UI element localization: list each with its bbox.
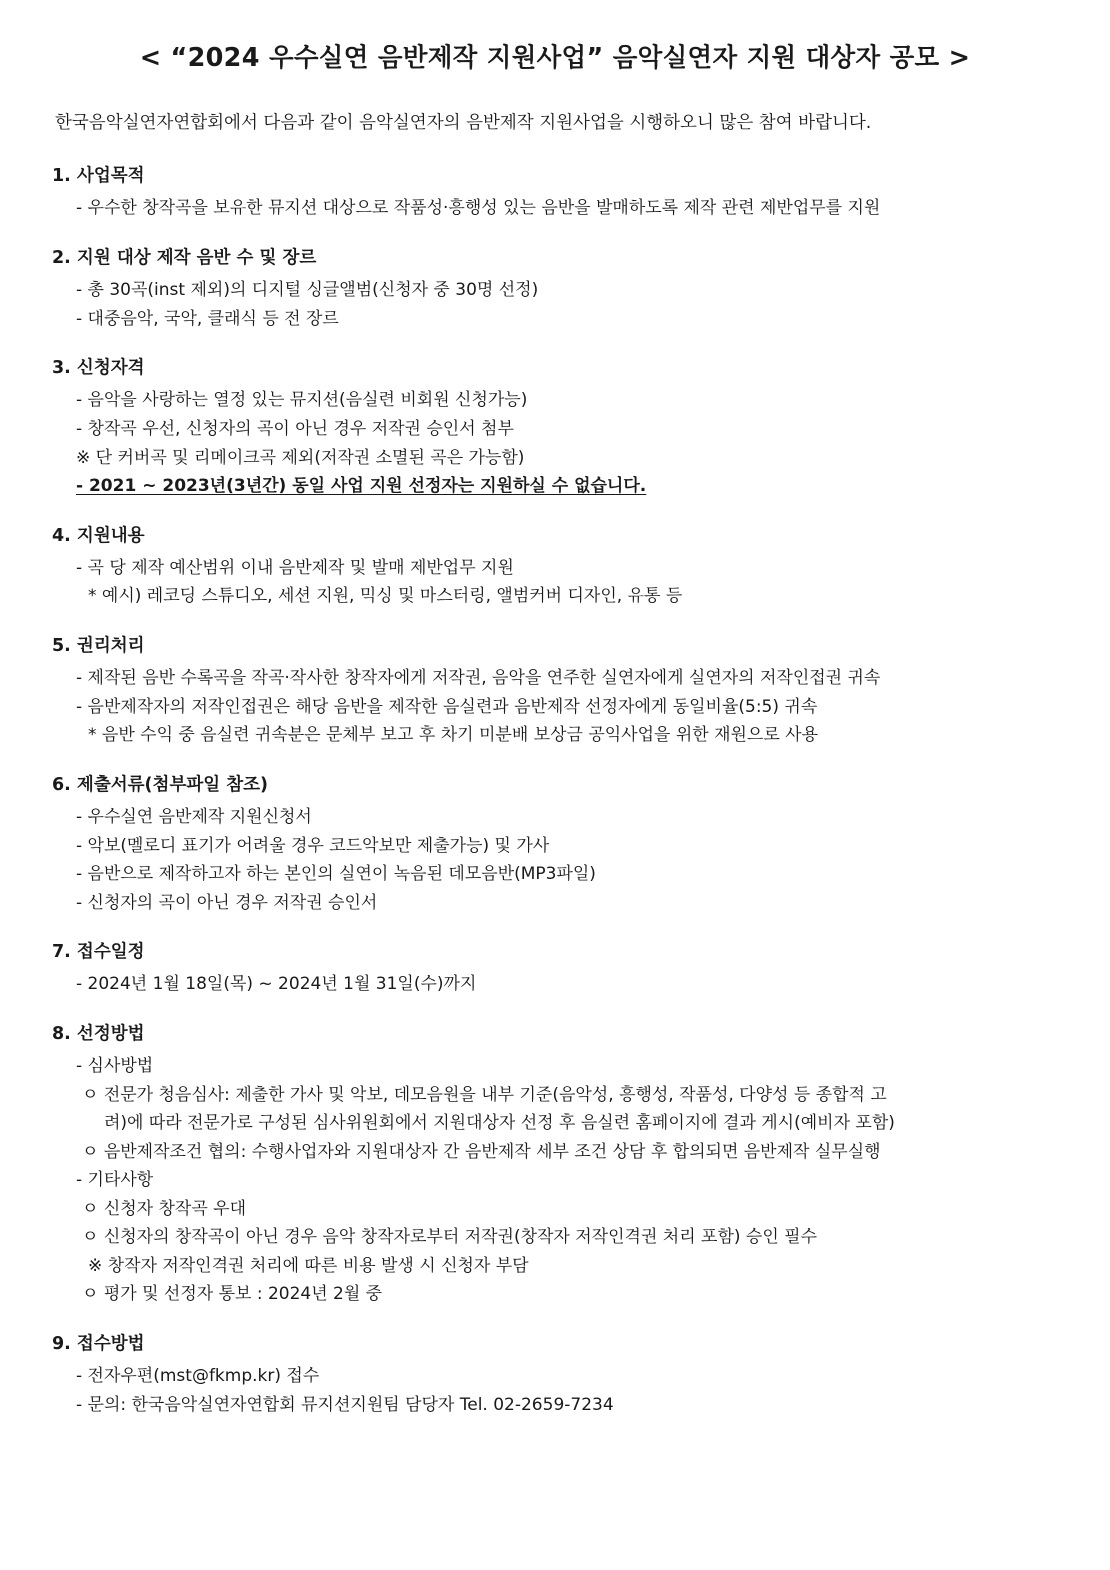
list-item: - 심사방법 — [76, 1056, 154, 1077]
list-item: - 음반제작자의 저작인접권은 해당 음반을 제작한 음실련과 음반제작 선정자에게 동일비율(5:5) 귀속 — [76, 696, 818, 717]
list-item: ㅇ 신청자 창작곡 우대 — [82, 1198, 247, 1219]
section-support-content — [52, 523, 1058, 611]
section-application-schedule — [52, 939, 1058, 999]
list-item: - 기타사항 — [76, 1170, 154, 1191]
list-item: ㅇ 신청자의 창작곡이 아닌 경우 음악 창작자로부터 저작권(창작자 저작인격권 처리 포함) 승인 필수 — [82, 1227, 817, 1248]
list-item: - 악보(멜로디 표기가 어려울 경우 코드악보만 제출가능) 및 가사 — [76, 835, 550, 856]
section-heading: 7. 접수일정 — [52, 942, 145, 963]
list-item: - 우수한 창작곡을 보유한 뮤지션 대상으로 작품성·흥행성 있는 음반을 발매하도록 제작 관련 제반업무를 지원 — [76, 198, 881, 219]
section-lines — [52, 1363, 1058, 1419]
list-item: - 곡 당 제작 예산범위 이내 음반제작 및 발매 제반업무 지원 — [76, 557, 514, 578]
section-lines — [52, 195, 1058, 223]
section-heading: 1. 사업목적 — [52, 166, 145, 187]
list-item-example: * 예시) 레코딩 스튜디오, 세션 지원, 믹싱 및 마스터링, 앨범커버 디자인, 유통 등 — [88, 586, 683, 607]
section-business-purpose — [52, 163, 1058, 223]
list-item: ㅇ 전문가 청음심사: 제출한 가사 및 악보, 데모음원을 내부 기준(음악성, 흥행성, 작품성, 다양성 등 종합적 고 — [82, 1084, 887, 1105]
section-lines — [52, 971, 1058, 999]
list-item: - 2024년 1월 18일(목) ~ 2024년 1월 31일(수)까지 — [76, 974, 477, 995]
section-heading: 6. 제출서류(첨부파일 참조) — [52, 774, 269, 795]
list-item-email: - 전자우편(mst@fkmp.kr) 접수 — [76, 1366, 320, 1387]
section-rights-handling — [52, 633, 1058, 750]
list-item-contact: - 문의: 한국음악실연자연합회 뮤지션지원팀 담당자 Tel. 02-2659-7234 — [76, 1394, 614, 1415]
list-item: ㅇ 음반제작조건 협의: 수행사업자와 지원대상자 간 음반제작 세부 조건 상담 후 합의되면 음반제작 실무실행 — [82, 1141, 881, 1162]
section-heading: 3. 신청자격 — [52, 358, 145, 379]
section-album-count-genre — [52, 245, 1058, 333]
intro-paragraph: 한국음악실연자연합회에서 다음과 같이 음악실연자의 음반제작 지원사업을 시행하오니 많은 참여 바랍니다. — [55, 113, 872, 134]
section-lines — [52, 804, 1058, 917]
section-eligibility — [52, 355, 1058, 500]
section-how-to-apply — [52, 1331, 1058, 1419]
section-heading: 5. 권리처리 — [52, 635, 145, 656]
page-title: < “2024 우수실연 음반제작 지원사업” 음악실연자 지원 대상자 공모 > — [139, 43, 971, 73]
list-item: - 음악을 사랑하는 열정 있는 뮤지션(음실련 비회원 신청가능) — [76, 390, 528, 411]
section-heading: 2. 지원 대상 제작 음반 수 및 장르 — [52, 247, 317, 268]
list-item-note: ※ 창작자 저작인격권 처리에 따른 비용 발생 시 신청자 부담 — [88, 1255, 529, 1276]
section-lines — [52, 555, 1058, 611]
section-heading: 4. 지원내용 — [52, 525, 145, 546]
section-lines — [52, 1053, 1058, 1309]
section-heading: 8. 선정방법 — [52, 1023, 145, 1044]
section-lines — [52, 387, 1058, 500]
list-item: - 신청자의 곡이 아닌 경우 저작권 승인서 — [76, 892, 378, 913]
list-item: - 제작된 음반 수록곡을 작곡·작사한 창작자에게 저작권, 음악을 연주한 실연자에게 실연자의 저작인접권 귀속 — [76, 668, 881, 689]
list-item: - 총 30곡(inst 제외)의 디지털 싱글앨범(신청자 중 30명 선정) — [76, 280, 539, 301]
list-item-note: ※ 단 커버곡 및 리메이크곡 제외(저작권 소멸된 곡은 가능함) — [76, 447, 525, 468]
list-item: - 창작곡 우선, 신청자의 곡이 아닌 경우 저작권 승인서 첨부 — [76, 419, 514, 440]
list-item: ㅇ 평가 및 선정자 통보 : 2024년 2월 중 — [82, 1284, 383, 1305]
list-item-continuation: 려)에 따라 전문가로 구성된 심사위원회에서 지원대상자 선정 후 음실련 홈페이지에 결과 게시(예비자 포함) — [104, 1113, 895, 1134]
section-lines — [52, 665, 1058, 750]
list-item: - 음반으로 제작하고자 하는 본인의 실연이 녹음된 데모음반(MP3파일) — [76, 864, 596, 885]
section-heading: 9. 접수방법 — [52, 1333, 145, 1354]
section-lines — [52, 277, 1058, 333]
list-item: - 우수실연 음반제작 지원신청서 — [76, 807, 312, 828]
section-required-documents — [52, 772, 1058, 917]
list-item: - 대중음악, 국악, 클래식 등 전 장르 — [76, 308, 339, 329]
list-item-emphasis: - 2021 ~ 2023년(3년간) 동일 사업 지원 선정자는 지원하실 수 없습니다. — [76, 476, 647, 497]
list-item-note: * 음반 수익 중 음실련 귀속분은 문체부 보고 후 차기 미분배 보상금 공익사업을 위한 재원으로 사용 — [88, 725, 819, 746]
section-selection-method — [52, 1021, 1058, 1309]
